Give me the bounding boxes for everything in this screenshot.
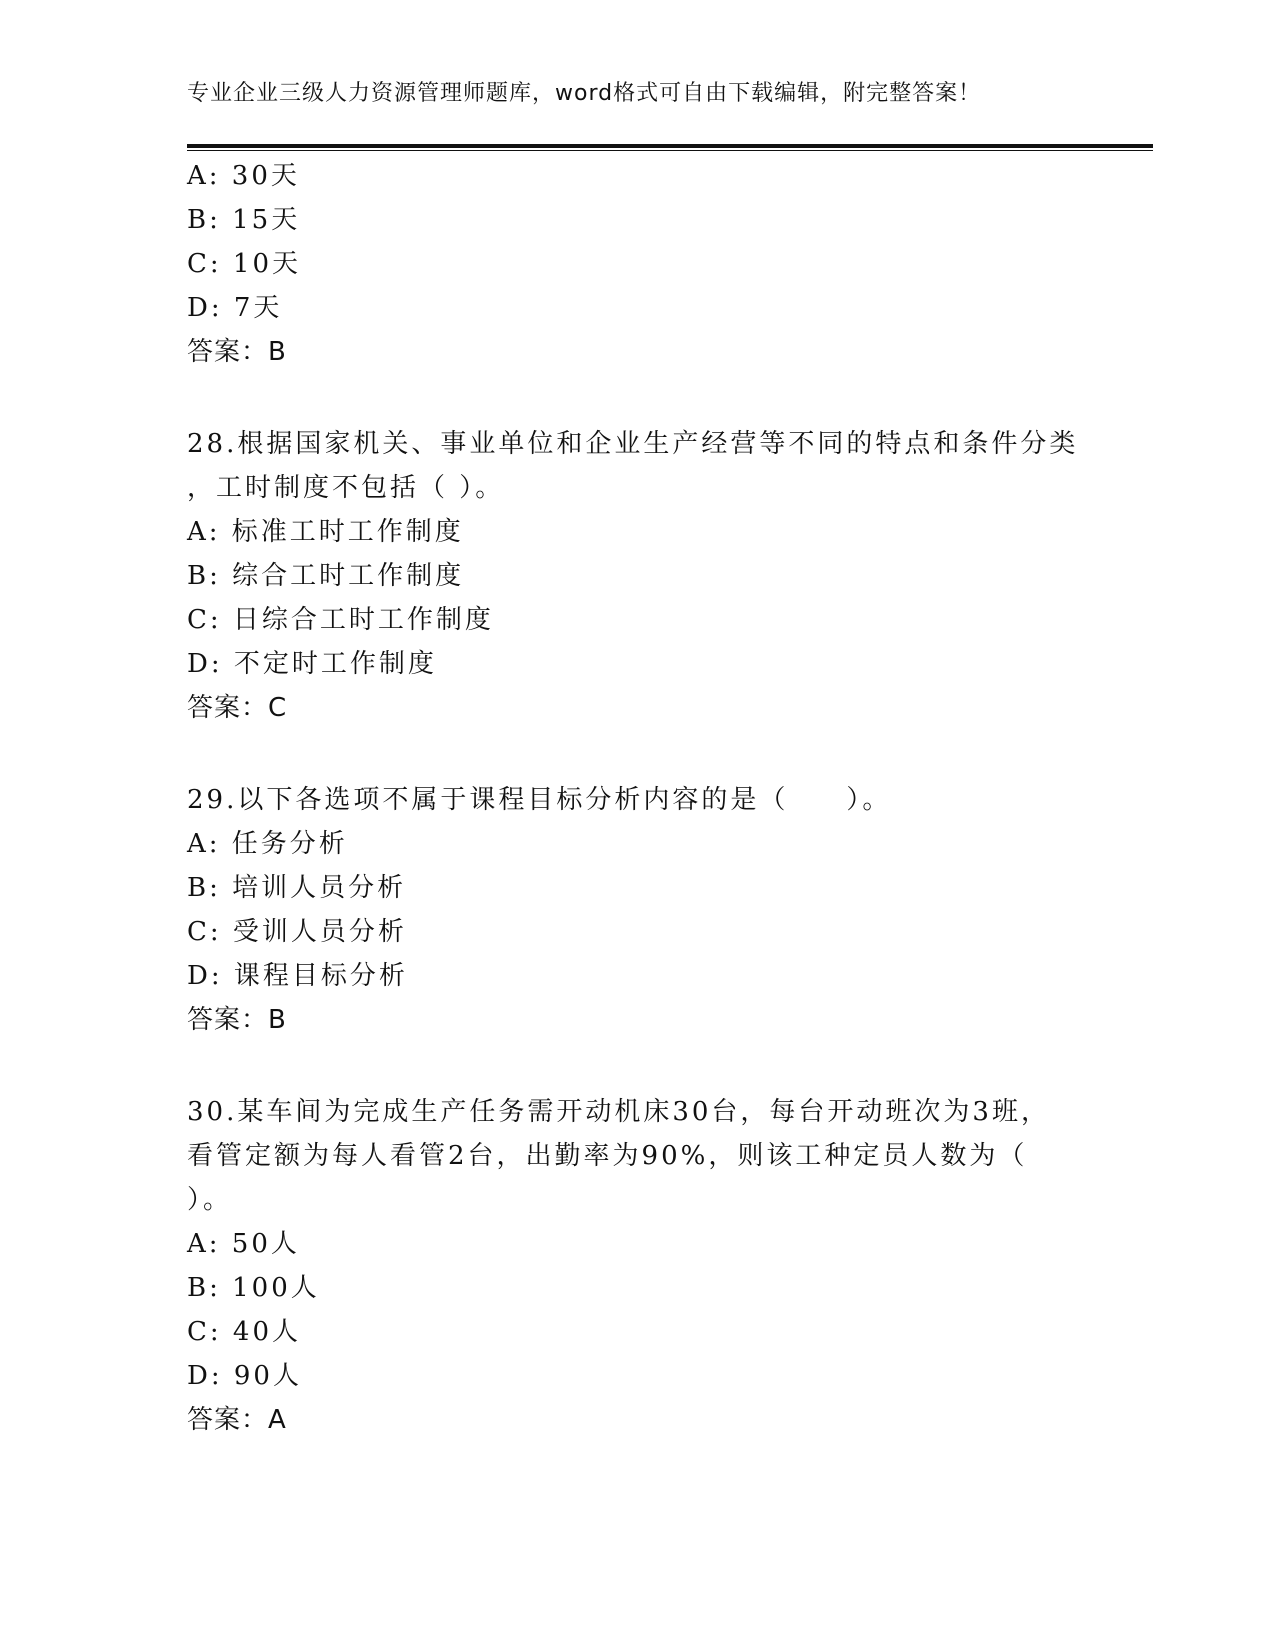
q30-option-d: D: 90人 bbox=[187, 1361, 302, 1391]
q27-option-c: C: 10天 bbox=[187, 249, 302, 279]
q27-option-b: B: 15天 bbox=[187, 205, 301, 235]
q28-stem-line-2: ，工时制度不包括（ ）。 bbox=[187, 473, 505, 503]
q29-stem-line-1: 29.以下各选项不属于课程目标分析内容的是（ ）。 bbox=[187, 785, 892, 815]
header-rule-thin bbox=[187, 150, 1153, 151]
q28-option-a: A: 标准工时工作制度 bbox=[187, 517, 464, 547]
q30-option-c: C: 40人 bbox=[187, 1317, 302, 1347]
q29-answer: 答案：B bbox=[187, 1005, 287, 1035]
q30-stem-line-1: 30.某车间为完成生产任务需开动机床30台，每台开动班次为3班， bbox=[187, 1097, 1050, 1127]
q28-stem-line-1: 28.根据国家机关、事业单位和企业生产经营等不同的特点和条件分类 bbox=[187, 429, 1079, 459]
q29-option-a: A: 任务分析 bbox=[187, 829, 348, 859]
q28-option-c: C: 日综合工时工作制度 bbox=[187, 605, 494, 635]
header-rule-thick bbox=[187, 144, 1153, 148]
q30-option-b: B: 100人 bbox=[187, 1273, 320, 1303]
q27-option-d: D: 7天 bbox=[187, 293, 283, 323]
page-header: 专业企业三级人力资源管理师题库，word格式可自由下载编辑，附完整答案！ bbox=[187, 81, 982, 106]
q30-stem-line-2: 看管定额为每人看管2台，出勤率为90%，则该工种定员人数为（ bbox=[187, 1141, 1028, 1171]
q29-option-b: B: 培训人员分析 bbox=[187, 873, 407, 903]
q30-stem-line-3: ）。 bbox=[187, 1185, 233, 1215]
q27-option-a: A: 30天 bbox=[187, 161, 300, 191]
q28-option-d: D: 不定时工作制度 bbox=[187, 649, 437, 679]
q29-option-d: D: 课程目标分析 bbox=[187, 961, 408, 991]
q27-answer: 答案：B bbox=[187, 337, 287, 367]
q30-answer: 答案：A bbox=[187, 1405, 287, 1435]
q28-answer: 答案：C bbox=[187, 693, 288, 723]
q28-option-b: B: 综合工时工作制度 bbox=[187, 561, 465, 591]
q30-option-a: A: 50人 bbox=[187, 1229, 300, 1259]
q29-option-c: C: 受训人员分析 bbox=[187, 917, 407, 947]
